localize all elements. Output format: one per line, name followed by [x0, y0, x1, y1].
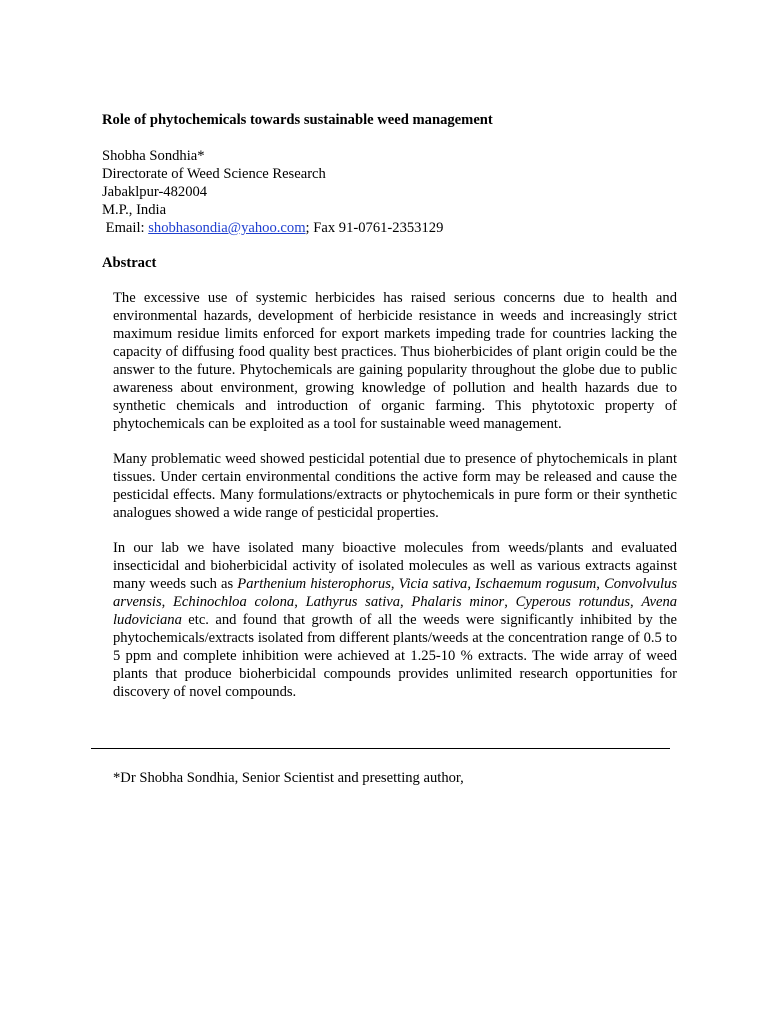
author-block [102, 147, 443, 237]
footnote: *Dr Shobha Sondhia, Senior Scientist and presetting author, [113, 770, 464, 786]
species-name: Cyperous rotundus [515, 594, 631, 610]
abstract-paragraph-1: The excessive use of systemic herbicides has raised serious concerns due to health and environmental hazards, development of herbicide resistance in weeds and increasingly strict maximum residue limits enforced for export markets impeding trade for countries lacking the capacity of diffusing food quality best practices. Thus bioherbicides of plant origin could be the answer to the future. Phytochemicals are gaining popularity throughout the globe due to public awareness about environment, growing knowledge of pollution and health hazards due to synthetic chemicals and introduction of organic farming. This phytotoxic property of phytochemicals can be exploited as a tool for sustainable weed management. [113, 290, 677, 432]
author-region: M.P., India [102, 202, 167, 218]
paper-title: Role of phytochemicals towards sustainable weed management [102, 112, 493, 128]
species-name: Avena ludoviciana [113, 594, 678, 628]
contact-line [102, 219, 443, 237]
fax-text: ; Fax 91-0761-2353129 [305, 220, 444, 236]
species-name: Ischaemum rogusum [475, 576, 597, 592]
species-name: Phalaris minor [411, 594, 505, 610]
author-name: Shobha Sondhia* [102, 148, 205, 164]
email-label: Email: [105, 220, 149, 236]
email-link[interactable]: shobhasondia@yahoo.com [148, 220, 306, 236]
author-affiliation: Directorate of Weed Science Research [102, 166, 326, 182]
species-name: Convolvulus arvensis [113, 576, 678, 610]
author-city: Jabaklpur-482004 [102, 184, 208, 200]
species-name: Echinochloa colona [173, 594, 295, 610]
abstract-heading: Abstract [102, 255, 157, 271]
footnote-divider [91, 748, 670, 749]
species-name: Parthenium histerophorus [237, 576, 391, 592]
species-name: Vicia sativa [398, 576, 468, 592]
species-name: Lathyrus sativa [305, 594, 401, 610]
abstract-paragraph-2: Many problematic weed showed pesticidal potential due to presence of phytochemicals in plant tissues. Under certain environmental conditions the active form may be released and cause the pesticidal effects. Many formulations/extracts or phytochemicals in pure form or their synthetic analogues showed a wide range of pesticidal properties. [113, 451, 677, 521]
abstract-paragraph-3: In our lab we have isolated many bioactive molecules from weeds/plants and evaluated insecticidal and bioherbicidal activity of isolated molecules as well as various extracts against many weeds such as Parthenium histerophorus, Vicia sativa, Ischaemum rogusum, Convolvulus arvensis, Echinochloa colona, Lathyrus sativa, Phalaris minor, Cyperous rotundus, Avena ludoviciana etc. and found that growth of all the weeds were significantly inhibited by the phytochemicals/extracts isolated from different plants/weeds at the concentration range of 0.5 to 5 ppm and complete inhibition were achieved at 1.25-10 % extracts. The wide array of weed plants that produce bioherbicidal compounds provides unlimited research opportunities for discovery of novel compounds. [113, 540, 678, 700]
